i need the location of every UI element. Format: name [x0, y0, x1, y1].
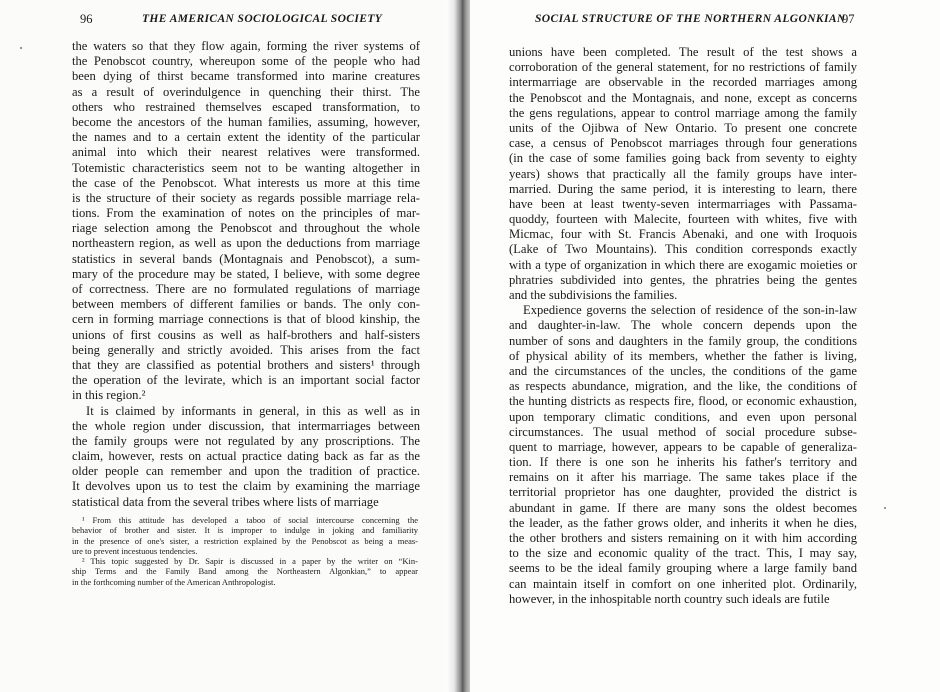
text-line: (in the case of some families going back from seventy to eighty	[509, 151, 857, 166]
text-line: cern in forming marriage connections is that of blood kinship, the	[72, 312, 420, 327]
text-line: (Lake of Two Mountains). This condition corresponds exactly	[509, 242, 857, 257]
left-page-number: 96	[80, 12, 93, 26]
left-running-head: THE AMERICAN SOCIOLOGICAL SOCIETY	[142, 13, 383, 25]
text-line: intermarriage are observable in the recorded marriages among	[509, 75, 857, 90]
text-line: the operation of the levirate, which is an important social factor	[72, 373, 420, 388]
text-line: quent to marriage, however, appears to be capable of generaliza-	[509, 439, 857, 454]
text-line: with a type of organization in which there are exogamic moieties or	[509, 257, 857, 272]
text-line: tion. If there is one son he inherits his father's territory and	[509, 455, 857, 470]
text-line: and daughter-in-law. The whole concern depends upon the	[509, 318, 857, 333]
text-line: the other brothers and sisters remaining on it with him according	[509, 531, 857, 545]
text-line: of physical ability of its members, whether the father is living,	[509, 348, 857, 363]
text-line: to the size and economic quality of the tract. This, I may say,	[509, 546, 857, 561]
footnote-line: ¹ From this attitude has developed a taboo of social intercourse concerning the	[82, 515, 418, 525]
text-line: circumstances. The usual method of social procedure subse-	[509, 424, 857, 439]
text-line: older people can remember and upon the tradition of practice.	[72, 464, 420, 479]
text-line: It is claimed by informants in general, in this as well as in	[86, 403, 420, 418]
text-line: phratries subdivided into gentes, the phratries being the gentes	[509, 272, 857, 287]
right-running-head: SOCIAL STRUCTURE OF THE NORTHERN ALGONKIAN	[535, 13, 846, 25]
left-page	[0, 0, 462, 692]
text-line: claim, however, rests on actual practice dating back as far as the	[72, 449, 420, 464]
text-line: animal into which their nearest relatives were transformed.	[72, 145, 420, 160]
text-line: of correctness. There are no formulated regulations of marriage	[72, 282, 420, 296]
footnote-line: ² This topic suggested by Dr. Sapir is discussed in a paper by the writer on “Kin-	[82, 556, 418, 567]
text-line: unions have been completed. The result of the test shows a	[509, 45, 857, 59]
paper-speck	[884, 507, 886, 509]
text-line: statistical data from the several tribes where lists of marriage	[72, 494, 379, 509]
text-line: It devolves upon us to test the claim by examining the marriage	[72, 479, 420, 494]
text-line: that they are classified as potential brothers and sisters¹ through	[72, 357, 420, 372]
paper-speck	[20, 47, 22, 49]
text-line: the leader, as the father grows older, and inherits it when he dies,	[509, 515, 857, 530]
text-line: been dying of thirst became transformed into marine creatures	[72, 69, 420, 84]
text-line: units of the Ojibwa of New Ontario. To present one concrete	[509, 120, 857, 135]
text-line: have been at least twenty-seven intermarriages with Passama-	[509, 196, 857, 211]
text-line: tions. From the examination of notes on the principles of mar-	[72, 206, 420, 221]
text-line: the gens regulations, appear to control marriage among the family	[509, 105, 857, 120]
footnote-line: in the presence of one's sister, a restriction explained by the Penobscot as being a meas-	[72, 535, 418, 546]
text-line: upon temporary climatic conditions, and even upon personal	[509, 409, 857, 424]
text-line: the Penobscot country, whereupon some of the people who had	[72, 54, 420, 69]
text-line: being generally and strictly avoided. This arises from the fact	[72, 342, 420, 357]
text-line: can maintain itself in comfort on one inherited plot. Ordinarily,	[509, 576, 857, 591]
text-line: Micmac, four with St. Francis Abenaki, and one with Iroquois	[509, 227, 857, 242]
text-line: between members of different families or bands. The only con-	[72, 297, 420, 312]
text-line: years) shows that practically all the family groups have inter-	[509, 166, 857, 181]
text-line: remains on it after his marriage. The same takes place if the	[509, 470, 857, 485]
text-line: unions of first cousins as well as half-brothers and half-sisters	[72, 327, 420, 342]
text-line: the names and to a certain extent the identity of the particular	[72, 130, 420, 145]
text-line: the whole region under discussion, that intermarriages between	[72, 418, 420, 433]
text-line: in this region.²	[72, 388, 146, 403]
text-line: others who restrained themselves escaped transformation, to	[72, 99, 420, 114]
text-line: mary of the procedure may be stated, I believe, with some degree	[72, 266, 420, 281]
footnote-line: ship Terms and the Family Band among the Northeastern Algonkian,” to appear	[72, 566, 418, 577]
right-body-text	[509, 45, 857, 607]
text-line: corroboration of the general statement, for no restrictions of family	[509, 60, 857, 75]
text-line: married. During the same period, it is interesting to learn, there	[509, 181, 857, 196]
text-line: riage selection among the Penobscot and throughout the whole	[72, 221, 420, 236]
text-line: become the ancestors of the human families, assuming, however,	[72, 114, 420, 129]
text-line: and the circumstances of the uncles, the conditions of the game	[509, 363, 857, 378]
text-line: the case of the Penobscot. What interests us more at this time	[72, 175, 420, 190]
right-page	[470, 0, 940, 692]
text-line: number of sons and daughters in the family group, the conditions	[509, 333, 857, 348]
footnote-line: behavior of brother and sister. It is improper to indulge in joking and familiarity	[72, 525, 418, 536]
left-body-text	[72, 39, 420, 510]
text-line: the hunting districts as respects fire, flood, or economic exhaustion,	[509, 394, 857, 409]
text-line: territorial proprietor has one daughter, provided the district is	[509, 485, 857, 500]
footnote-line: in the forthcoming number of the American Anthropologist.	[72, 576, 276, 587]
text-line: the family groups were not regulated by any proscriptions. The	[72, 433, 420, 448]
text-line: as a result of overindulgence in quenching their thirst. The	[72, 84, 420, 99]
text-line: seems to be the ideal family grouping where a large family band	[509, 561, 857, 576]
text-line: northeastern region, as well as upon the deductions from marriage	[72, 236, 420, 251]
text-line: as respects abundance, migration, and the like, the conditions of	[509, 379, 857, 394]
text-line: the Penobscot and the Montagnais, and none, except as concerns	[509, 90, 857, 105]
text-line: abundant in game. If there are many sons the oldest becomes	[509, 500, 857, 515]
text-line: quoddy, fourteen with Malecite, fourteen with whites, five with	[509, 212, 857, 227]
left-footnotes	[72, 515, 418, 587]
text-line: is the structure of their society as regards possible marriage rela-	[72, 190, 420, 205]
text-line: Totemistic characteristics seem not to be wanting altogether in	[72, 160, 420, 175]
text-line: case, a census of Penobscot marriages through four generations	[509, 136, 857, 151]
text-line: and the subdivisions the families.	[509, 288, 678, 302]
right-page-number: 97	[842, 12, 855, 26]
text-line: the waters so that they flow again, forming the river systems of	[72, 39, 420, 53]
text-line: Expedience governs the selection of residence of the son-in-law	[523, 303, 857, 318]
text-line: however, in the inhospitable north country such ideals are futile	[509, 591, 830, 606]
footnote-line: ure to prevent incestuous tendencies.	[72, 545, 198, 556]
text-line: statistics in several bands (Montagnais and Penobscot), a sum-	[72, 251, 420, 266]
